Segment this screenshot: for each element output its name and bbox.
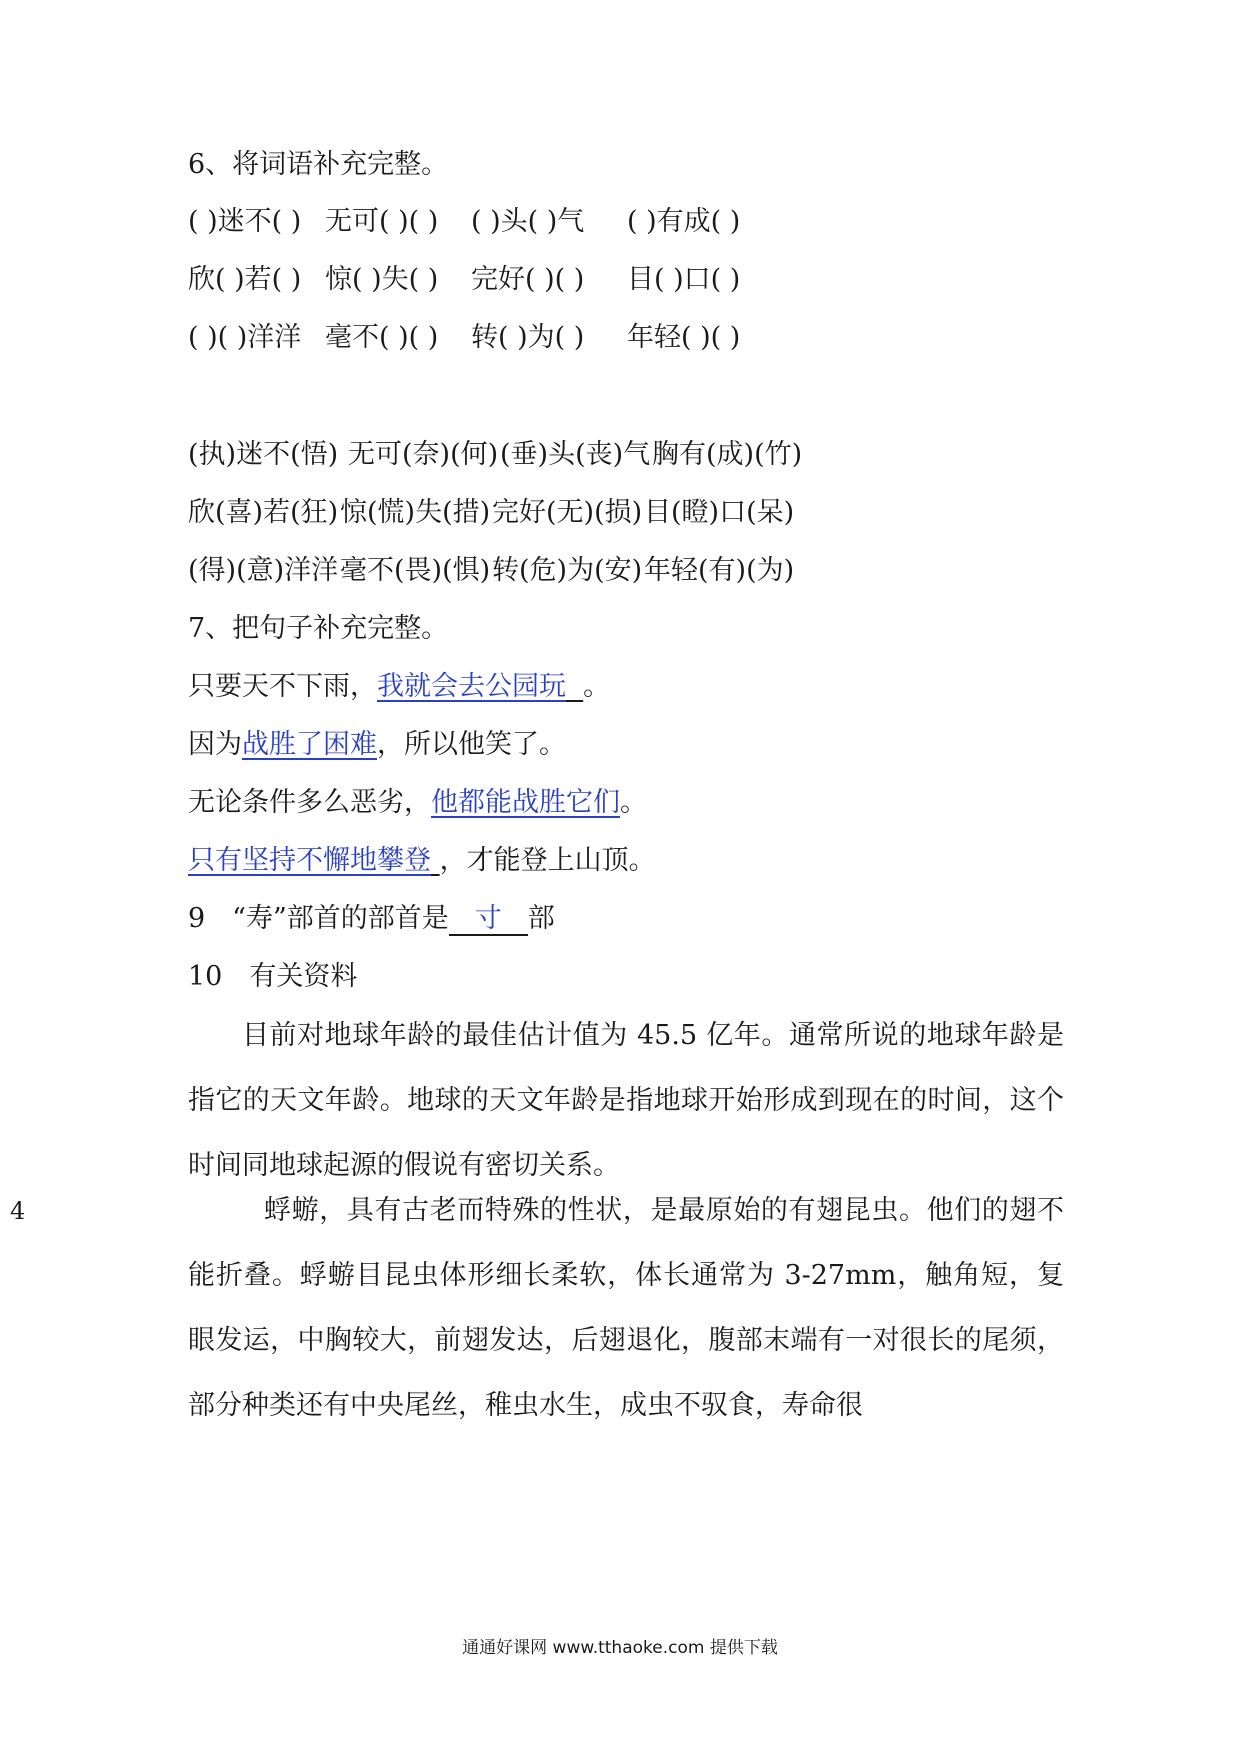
q6-row-1: [188, 205, 740, 239]
word-answer: 毫不(畏)(惧): [340, 555, 491, 586]
word-answer: 转(危)为(安): [492, 555, 643, 586]
q9-line: [188, 902, 555, 936]
word-answer: 惊(慌)失(措): [340, 497, 491, 528]
sentence-text: 只要天不下雨，: [188, 671, 377, 702]
footer: 通通好课网 www.tthaoke.com 提供下载: [462, 1638, 778, 1658]
margin-number: 4: [10, 1197, 26, 1225]
q7-sentence-3: [188, 786, 647, 820]
q6-row-3: [188, 321, 740, 355]
word-blank: ( )( )洋洋: [188, 322, 302, 353]
word-answer: 年轻(有)(为): [644, 555, 795, 586]
word-blank: 转( )为( ): [471, 322, 585, 353]
word-answer: 欣(喜)若(狂): [188, 497, 339, 528]
q6-title: 6、将词语补充完整。: [188, 149, 449, 180]
q9-text: 9 “寿”部首的部首是: [188, 903, 449, 934]
sentence-text: 因为: [188, 729, 242, 760]
word-blank: 目( )口( ): [627, 264, 741, 295]
sentence-text: 。: [583, 671, 611, 702]
q6-answer-row-2: [188, 496, 794, 530]
q6-answer-row-1: [188, 438, 802, 472]
word-blank: 欣( )若( ): [188, 264, 302, 295]
word-blank: 惊( )失( ): [325, 264, 439, 295]
word-blank: ( )有成( ): [627, 206, 741, 237]
underline-blank: [431, 844, 440, 878]
sentence-answer: 战胜了困难: [242, 729, 377, 760]
q7-title: 7、把句子补充完整。: [188, 613, 449, 644]
sentence-answer: 他都能战胜它们: [431, 787, 620, 818]
underline-blank: [566, 670, 583, 704]
q10-title: 10 有关资料: [188, 961, 358, 992]
word-answer: (垂)头(丧)气: [500, 439, 651, 470]
sentence-text: ，才能登上山顶。: [439, 845, 656, 876]
radical-answer-blank: [449, 904, 528, 936]
q7-sentence-2: [188, 728, 566, 762]
radical-answer: 寸: [474, 903, 502, 934]
word-answer: 无可(奈)(何): [348, 439, 499, 470]
q10-paragraph-1: 目前对地球年龄的最佳估计值为 45.5 亿年。通常所说的地球年龄是指它的天文年龄。地球的天文年龄是指地球开始形成到现在的时间，这个时间同地球起源的假说有密切关系。: [188, 1020, 1064, 1181]
sentence-answer: 只有坚持不懈地攀登: [188, 845, 431, 876]
word-answer: 目(瞪)口(呆): [644, 497, 795, 528]
sentence-text: 。: [620, 787, 647, 818]
q7-sentence-4: [188, 844, 656, 878]
sentence-answer: 我就会去公园玩: [377, 671, 566, 702]
q6-row-2: [188, 263, 740, 297]
word-answer: (得)(意)洋洋: [188, 555, 339, 586]
word-blank: 完好( )( ): [471, 264, 585, 295]
q6-answer-row-3: [188, 554, 794, 588]
q10-paragraph-2: 蜉蝣，具有古老而特殊的性状，是最原始的有翅昆虫。他们的翅不能折叠。蜉蝣目昆虫体形细长柔软，体长通常为 3-27mm，触角短，复眼发运，中胸较大，前翅发达，后翅退化，腹部末端有一对很长的尾须，部分种类还有中央尾丝，稚虫水生，成虫不驭食，寿命很: [188, 1195, 1064, 1421]
sentence-text: ，所以他笑了。: [377, 729, 566, 760]
word-blank: ( )迷不( ): [188, 206, 302, 237]
word-answer: (执)迷不(悟): [188, 439, 339, 470]
word-blank: 无可( )( ): [325, 206, 439, 237]
word-answer: 胸有(成)(竹): [652, 439, 803, 470]
word-answer: 完好(无)(损): [492, 497, 643, 528]
q9-text-end: 部: [527, 903, 555, 934]
sentence-text: 无论条件多么恶劣，: [188, 787, 431, 818]
word-blank: 年轻( )( ): [627, 322, 741, 353]
word-blank: ( )头( )气: [471, 206, 585, 237]
q7-sentence-1: [188, 670, 610, 704]
word-blank: 毫不( )( ): [325, 322, 439, 353]
